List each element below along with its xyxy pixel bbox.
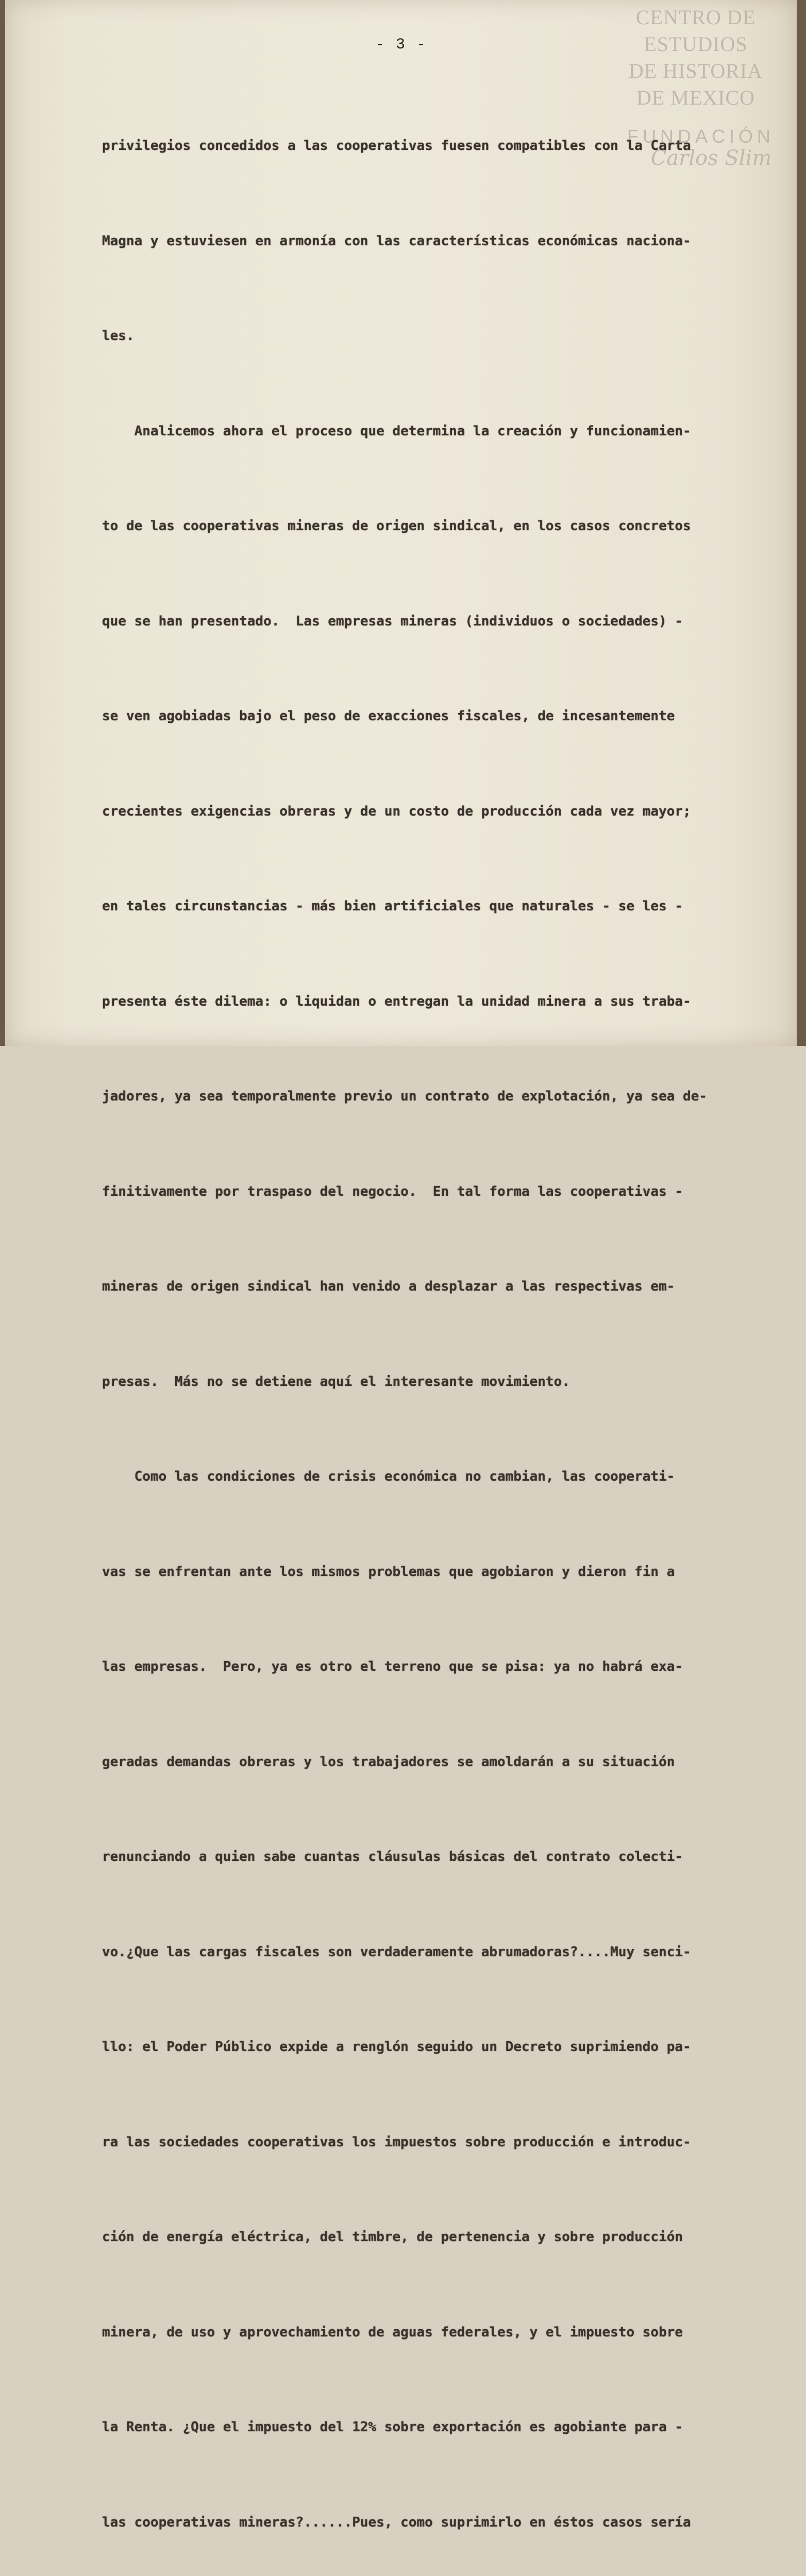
- text-line: minera, de uso y aprovechamiento de aguas federales, y el impuesto sobre: [102, 2324, 683, 2340]
- watermark-line-1: CENTRO DE: [635, 6, 756, 29]
- document-page: [5, 0, 797, 2530]
- text-line: vo.¿Que las cargas fiscales son verdaderamente abrumadoras?....Muy senci-: [102, 1944, 691, 1960]
- text-line: se ven agobiadas bajo el peso de exacciones fiscales, de incesantemente: [102, 708, 675, 724]
- text-line: finitivamente por traspaso del negocio. En tal forma las cooperativas -: [102, 1183, 683, 1199]
- watermark-line-5: FUNDACIÓN: [627, 126, 775, 147]
- text-line: las empresas. Pero, ya es otro el terreno que se pisa: ya no habrá exa-: [102, 1659, 683, 1674]
- watermark-line-3: DE HISTORIA: [628, 59, 763, 82]
- body-text: [102, 67, 787, 2576]
- text-line: que se han presentado. Las empresas mineras (individuos o sociedades) -: [102, 613, 683, 629]
- text-line: renunciando a quien sabe cuantas cláusulas básicas del contrato colecti-: [102, 1849, 683, 1865]
- text-line: to de las cooperativas mineras de origen sindical, en los casos concretos: [102, 518, 691, 534]
- text-line: vas se enfrentan ante los mismos problemas que agobiaron y dieron fin a: [102, 1564, 675, 1580]
- text-line: crecientes exigencias obreras y de un costo de producción cada vez mayor;: [102, 803, 691, 819]
- text-line: presenta éste dilema: o liquidan o entregan la unidad minera a sus traba-: [102, 993, 691, 1009]
- watermark-signature: Carlos Slim: [650, 146, 772, 170]
- text-line: Magna y estuviesen en armonía con las características económicas naciona-: [102, 233, 691, 249]
- text-line: la Renta. ¿Que el impuesto del 12% sobre exportación es agobiante para -: [102, 2419, 683, 2435]
- text-line: mineras de origen sindical han venido a desplazar a las respectivas em-: [102, 1279, 675, 1294]
- watermark-line-4: DE MEXICO: [636, 86, 755, 109]
- text-line: jadores, ya sea temporalmente previo un contrato de explotación, ya sea de-: [102, 1089, 707, 1104]
- text-line: ción de energía eléctrica, del timbre, de pertenencia y sobre producción: [102, 2229, 683, 2245]
- text-line: geradas demandas obreras y los trabajadores se amoldarán a su situación: [102, 1754, 675, 1770]
- watermark-line-2: ESTUDIOS: [644, 32, 748, 56]
- text-line: privilegios concedidos a las cooperativas fuesen compatibles con la Carta: [102, 138, 691, 154]
- text-line: Como las condiciones de crisis económica no cambian, las cooperati-: [102, 1469, 675, 1484]
- text-line: les.: [102, 328, 135, 344]
- text-line: en tales circunstancias - más bien artificiales que naturales - se les -: [102, 899, 683, 914]
- text-line: presas. Más no se detiene aquí el interesante movimiento.: [102, 1374, 570, 1389]
- text-line: ra las sociedades cooperativas los impuestos sobre producción e introduc-: [102, 2134, 691, 2150]
- text-line: llo: el Poder Público expide a renglón seguido un Decreto suprimiendo pa-: [102, 2039, 691, 2055]
- text-line: Analicemos ahora el proceso que determina la creación y funcionamien-: [102, 423, 691, 439]
- page-number: - 3 -: [375, 36, 427, 54]
- text-line: las cooperativas mineras?......Pues, como suprimirlo en éstos casos sería: [102, 2514, 691, 2530]
